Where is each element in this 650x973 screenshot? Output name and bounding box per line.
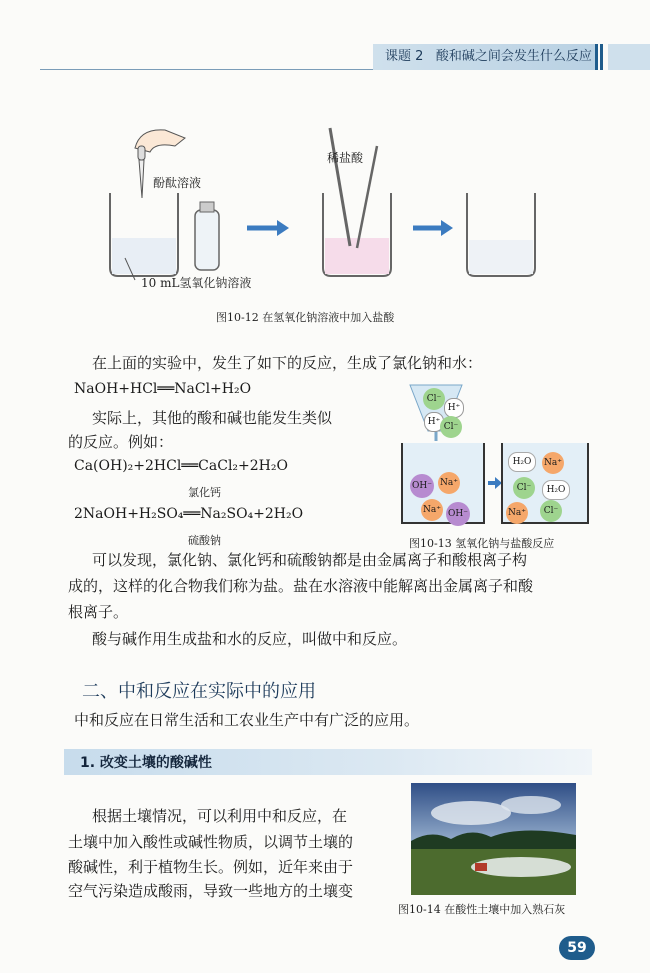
cloud bbox=[501, 796, 561, 814]
beaker-3-liquid bbox=[469, 240, 533, 274]
section-heading: 二、中和反应在实际中的应用 bbox=[82, 681, 316, 702]
ion-sodium: Na⁺ bbox=[506, 502, 528, 524]
label-naoh: 10 mL氢氧化钠溶液 bbox=[141, 276, 252, 290]
ion-hydrogen: H⁺ bbox=[444, 398, 464, 418]
paragraph-2-line-2: 的反应。例如： bbox=[68, 433, 174, 451]
figure-10-14-photo bbox=[411, 783, 576, 895]
header-tail bbox=[608, 44, 650, 70]
equation-1: NaOH+HCl══NaCl+H₂O bbox=[74, 381, 252, 397]
tractor-icon bbox=[475, 863, 487, 871]
reagent-bottle bbox=[195, 210, 219, 270]
label-hcl: 稀盐酸 bbox=[327, 151, 364, 165]
arrow-head-icon bbox=[495, 477, 502, 489]
ion-hydroxide: OH⁻ bbox=[410, 474, 434, 498]
page-number: 59 bbox=[559, 936, 595, 960]
ion-hydroxide: OH⁻ bbox=[446, 502, 470, 526]
equation-3: 2NaOH+H₂SO₄══Na₂SO₄+2H₂O bbox=[74, 506, 304, 522]
label-phenolphthalein: 酚酞溶液 bbox=[153, 176, 202, 190]
glass-rod bbox=[330, 128, 350, 246]
lesson-number: 课题 2 bbox=[385, 49, 424, 64]
paragraph-2-line-1: 实际上，其他的酸和碱也能发生类似 bbox=[92, 409, 333, 427]
molecule-water: H₂O bbox=[542, 480, 570, 500]
ion-sodium: Na⁺ bbox=[438, 472, 460, 494]
paragraph-1: 在上面的实验中，发生了如下的反应，生成了氯化钠和水： bbox=[92, 354, 483, 372]
paragraph-6-line-2: 土壤中加入酸性或碱性物质，以调节土壤的 bbox=[68, 833, 354, 851]
figure-10-14-caption: 图10-14 在酸性土壤中加入熟石灰 bbox=[398, 903, 566, 916]
running-header bbox=[373, 44, 595, 70]
paragraph-3-line-3: 根离子。 bbox=[68, 603, 129, 621]
figure-10-12-illustration bbox=[95, 118, 545, 298]
dropper-bulb bbox=[138, 146, 145, 160]
molecule-water: H₂O bbox=[508, 452, 536, 472]
paragraph-6-line-1: 根据土壤情况，可以利用中和反应，在 bbox=[92, 807, 348, 825]
paragraph-5: 中和反应在日常生活和工农业生产中有广泛的应用。 bbox=[74, 711, 420, 729]
ion-hydrogen: H⁺ bbox=[424, 412, 444, 432]
dropper-tube bbox=[139, 160, 144, 198]
header-edge-mark bbox=[595, 44, 598, 70]
paragraph-4: 酸与碱作用生成盐和水的反应，叫做中和反应。 bbox=[92, 630, 408, 648]
paragraph-6-line-4: 空气污染造成酸雨，导致一些地方的土壤变 bbox=[68, 882, 354, 900]
figure-10-12-caption: 图10-12 在氢氧化钠溶液中加入盐酸 bbox=[216, 311, 395, 324]
figure-10-13-caption: 图10-13 氢氧化钠与盐酸反应 bbox=[409, 537, 555, 550]
equation-3-note: 硫酸钠 bbox=[188, 534, 221, 547]
beaker-1-liquid bbox=[112, 238, 176, 274]
paragraph-3-line-1: 可以发现，氯化钠、氯化钙和硫酸钠都是由金属离子和酸根离子构 bbox=[92, 551, 528, 569]
header-edge-mark bbox=[600, 44, 603, 70]
paragraph-6-line-3: 酸碱性，利于植物生长。例如，近年来由于 bbox=[68, 858, 354, 876]
ion-chloride: Cl⁻ bbox=[540, 500, 562, 522]
subsection-heading: 1. 改变土壤的酸碱性 bbox=[80, 755, 212, 771]
ion-chloride: Cl⁻ bbox=[423, 388, 445, 410]
ion-chloride: Cl⁻ bbox=[440, 416, 462, 438]
cloud bbox=[431, 801, 511, 825]
equation-2-note: 氯化钙 bbox=[188, 486, 221, 499]
arrow-head-icon bbox=[277, 220, 289, 236]
lesson-title: 酸和碱之间会发生什么反应 bbox=[435, 49, 592, 64]
equation-2: Ca(OH)₂+2HCl══CaCl₂+2H₂O bbox=[74, 458, 288, 474]
ion-sodium: Na⁺ bbox=[542, 452, 564, 474]
arrow-head-icon bbox=[441, 220, 453, 236]
bottle-cap bbox=[200, 202, 214, 212]
ion-sodium: Na⁺ bbox=[421, 499, 443, 521]
paragraph-3-line-2: 成的，这样的化合物我们称为盐。盐在水溶液中能解离出金属离子和酸 bbox=[68, 577, 534, 595]
ion-chloride: Cl⁻ bbox=[513, 477, 535, 499]
